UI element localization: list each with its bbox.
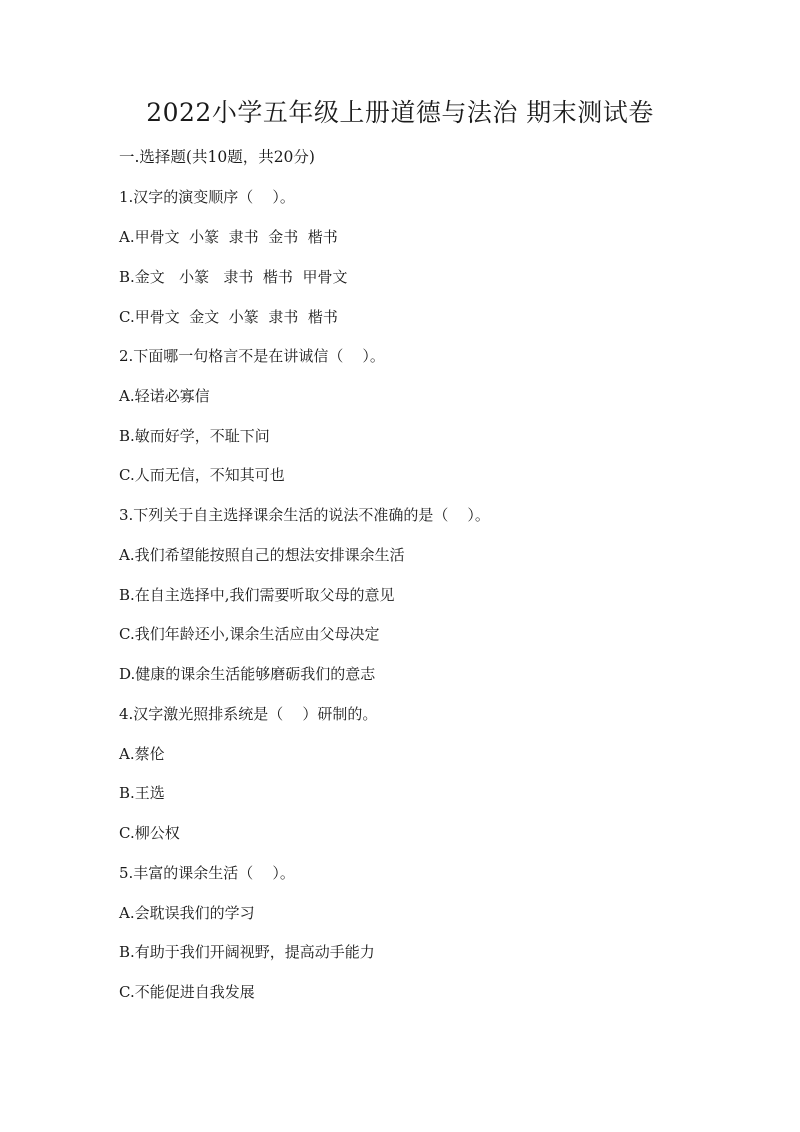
q4-option-c: C.柳公权 [119,824,180,842]
q4-option-a: A.蔡伦 [119,745,165,763]
q3-option-a: A.我们希望能按照自己的想法安排课余生活 [119,546,405,564]
q1-option-b: B.金文 小篆 隶书 楷书 甲骨文 [119,268,348,286]
q1-option-a: A.甲骨文 小篆 隶书 金书 楷书 [119,228,338,246]
question-5: 5.丰富的课余生活（ ）。 [119,864,295,882]
q3-option-b: B.在自主选择中,我们需要听取父母的意见 [119,586,395,604]
page-title: 2022小学五年级上册道德与法治 期末测试卷 [146,98,654,127]
q3-option-c: C.我们年龄还小,课余生活应由父母决定 [119,625,380,643]
q4-option-b: B.王选 [119,784,165,802]
q3-option-d: D.健康的课余生活能够磨砺我们的意志 [119,665,376,683]
q2-option-b: B.敏而好学，不耻下问 [119,427,270,445]
section-heading: 一.选择题(共10题，共20分) [119,148,315,166]
q1-option-c: C.甲骨文 金文 小篆 隶书 楷书 [119,308,338,326]
q5-option-b: B.有助于我们开阔视野，提高动手能力 [119,943,375,961]
question-1: 1.汉字的演变顺序（ ）。 [119,188,295,206]
question-2: 2.下面哪一句格言不是在讲诚信（ ）。 [119,347,385,365]
q5-option-c: C.不能促进自我发展 [119,983,255,1001]
q5-option-a: A.会耽误我们的学习 [119,904,255,922]
question-3: 3.下列关于自主选择课余生活的说法不准确的是（ ）。 [119,506,490,524]
q2-option-c: C.人而无信，不知其可也 [119,466,285,484]
q2-option-a: A.轻诺必寡信 [119,387,210,405]
question-4: 4.汉字激光照排系统是（ ）研制的。 [119,705,378,723]
